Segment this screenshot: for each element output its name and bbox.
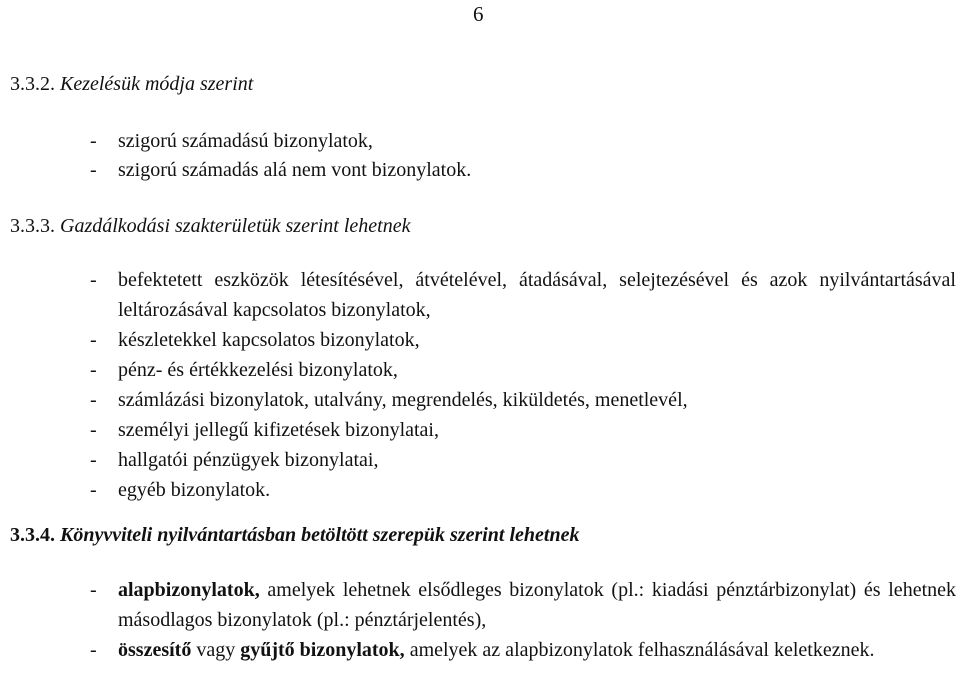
list-dash: - (90, 359, 97, 381)
list-dash: - (90, 130, 97, 152)
list-item (90, 156, 956, 185)
list-dash: - (90, 579, 97, 601)
section-title: Gazdálkodási szakterületük szerint lehetnek (60, 215, 411, 237)
list-item-text: egyéb bizonylatok. (118, 479, 271, 501)
list-dash: - (90, 419, 97, 441)
term-collective-documents: gyűjtő bizonylatok, (240, 639, 405, 661)
section-title: Kezelésük módja szerint (60, 73, 254, 95)
list-item-text: amelyek az alapbizonylatok felhasználásával keletkeznek. (404, 639, 875, 661)
list-item-text: hallgatói pénzügyek bizonylatai, (118, 449, 379, 471)
list-dash: - (90, 449, 97, 471)
list-item (90, 127, 956, 156)
list-item (90, 325, 956, 355)
list-item (90, 385, 956, 415)
term-summary: összesítő (118, 639, 192, 661)
list-item-text: befektetett eszközök létesítésével, átvételével, átadásával, selejtezésével és azok nyilvántartásával leltározásával kapcsolatos bizonylatok, (118, 269, 956, 321)
list-dash: - (90, 159, 97, 181)
list-item-text: pénz- és értékkezelési bizonylatok, (118, 359, 398, 381)
section-heading-3-3-4 (10, 522, 579, 548)
list-item (90, 575, 956, 635)
list-economic-area (90, 265, 956, 505)
list-dash: - (90, 479, 97, 501)
section-heading-3-3-2 (10, 71, 253, 97)
section-number: 3.3.3. (10, 215, 55, 237)
section-title: Könyvviteli nyilvántartásban betöltött szerepük szerint lehetnek (60, 524, 580, 546)
list-dash: - (90, 639, 97, 661)
list-dash: - (90, 389, 97, 411)
list-accounting-role (90, 575, 956, 665)
page-number: 6 (473, 2, 484, 26)
list-dash: - (90, 329, 97, 351)
list-item-text: vagy (191, 639, 241, 661)
list-item-text: szigorú számadás alá nem vont bizonylatok. (118, 159, 472, 181)
list-item (90, 265, 956, 325)
list-item-text: személyi jellegű kifizetések bizonylatai, (118, 419, 439, 441)
list-item (90, 635, 956, 665)
list-item-text: számlázási bizonylatok, utalvány, megrendelés, kiküldetés, menetlevél, (118, 389, 688, 411)
section-heading-3-3-3 (10, 213, 411, 239)
section-number: 3.3.2. (10, 73, 55, 95)
list-handling (90, 127, 956, 185)
term-primary-documents: alapbizonylatok, (118, 579, 260, 601)
section-number: 3.3.4. (10, 524, 55, 546)
list-item (90, 415, 956, 445)
list-item (90, 355, 956, 385)
list-item-text: amelyek lehetnek elsődleges bizonylatok (pl.: kiadási pénztárbizonylat) és lehetnek másodlagos bizonylatok (pl.: pénztárjelentés), (118, 579, 956, 631)
list-item-text: készletekkel kapcsolatos bizonylatok, (118, 329, 420, 351)
list-item (90, 445, 956, 475)
list-item (90, 475, 956, 505)
list-dash: - (90, 269, 97, 291)
list-item-text: szigorú számadású bizonylatok, (118, 130, 373, 152)
